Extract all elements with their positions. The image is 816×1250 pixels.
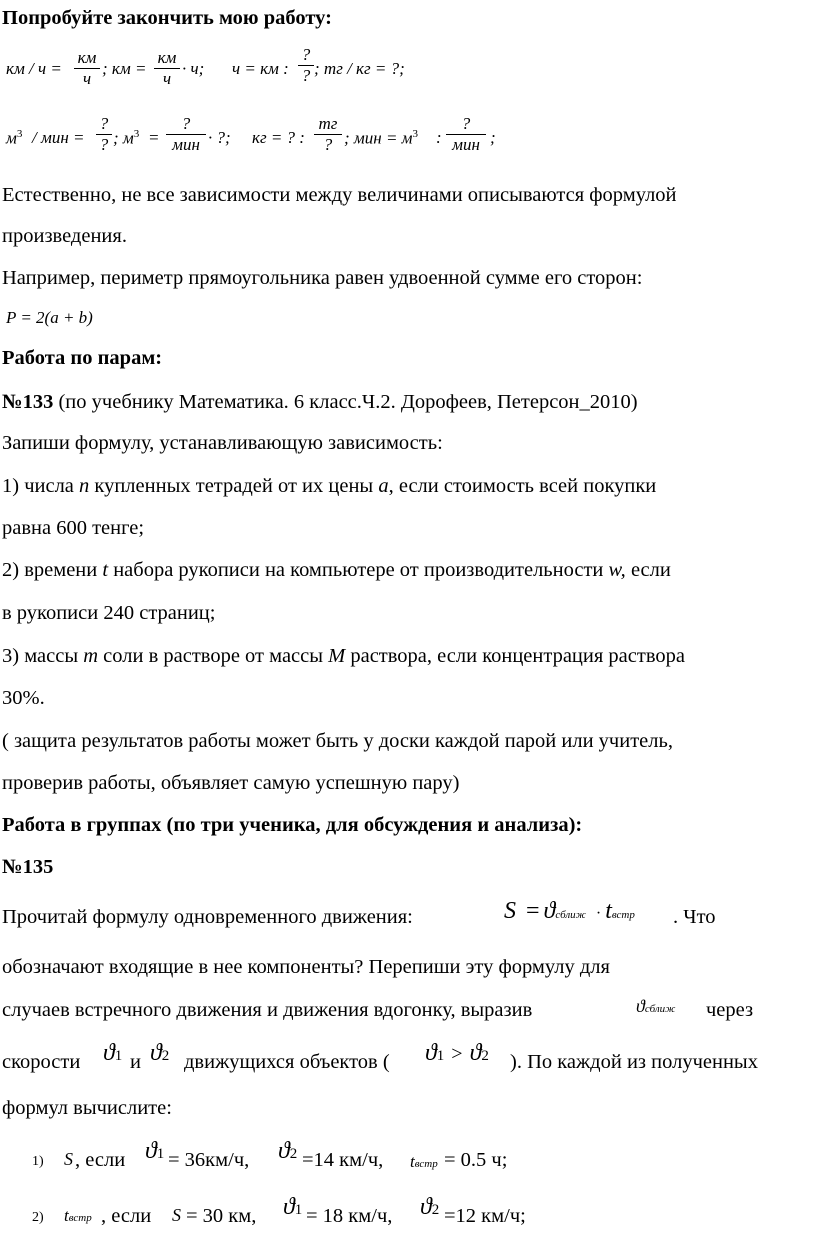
paragraph-line: произведения. (2, 225, 127, 247)
paragraph-line: 30%. (2, 687, 45, 709)
theta-approach-symbol: ϑсближ (636, 996, 676, 1016)
theta-2-symbol: ϑ2 (150, 1040, 170, 1066)
theta-1-symbol: ϑ1 (145, 1138, 165, 1164)
paragraph-line: скорости (2, 1051, 81, 1073)
paragraph-line: случаев встречного движения и движения вдогонку, выразив (2, 999, 533, 1021)
perimeter-formula: P = 2(a + b) (6, 308, 93, 327)
paragraph-line: равна 600 тенге; (2, 517, 145, 539)
task-item-1: 1) числа n купленных тетрадей от их цены a, если стоимость всей покупки (2, 475, 657, 497)
task-item-3: 3) массы m соли в растворе от массы M раствора, если концентрация раствора (2, 645, 685, 667)
fraction-km-h-2: км ч (154, 48, 180, 89)
theta-2-symbol: ϑ2 (278, 1138, 298, 1164)
fraction-q-q-2: ? ? (96, 114, 112, 155)
fraction-tg-q: тг ? (314, 114, 342, 155)
paragraph-line: в рукописи 240 страниц; (2, 602, 216, 624)
theta-2-symbol: ϑ2 (420, 1194, 440, 1220)
theta-1-symbol: ϑ1 (283, 1194, 303, 1220)
paragraph-line: . Что (673, 906, 716, 928)
fraction-q-q-1: ? ? (298, 45, 314, 86)
paragraph-line: ( защита результатов работы может быть у доски каждой парой или учитель, (2, 730, 673, 752)
paragraph-line: Например, периметр прямоугольника равен удвоенной сумме его сторон: (2, 267, 643, 289)
paragraph-line: через (706, 999, 754, 1021)
task-item-2: 2) времени t набора рукописи на компьютере от производительности w, если (2, 559, 671, 581)
heading-pair-work: Работа по парам: (2, 347, 163, 369)
paragraph-line: проверив работы, объявляет самую успешную пару) (2, 772, 460, 794)
theta-1-symbol: ϑ1 (103, 1040, 123, 1066)
fraction-km-h: км ч (74, 48, 100, 89)
motion-formula: S = ϑсближ · tвстр (504, 898, 635, 924)
paragraph-line: обозначают входящие в нее компоненты? Перепиши эту формулу для (2, 956, 610, 978)
fraction-q-min-1: ? мин (166, 114, 206, 155)
task-133-title: №133 (по учебнику Математика. 6 класс.Ч.2. Дорофеев, Петерсон_2010) (2, 391, 638, 413)
paragraph-line: Естественно, не все зависимости между величинами описываются формулой (2, 184, 677, 206)
fraction-q-min-2: ? мин (446, 114, 486, 155)
task-133-intro: Запиши формулу, устанавливающую зависимость: (2, 432, 443, 454)
paragraph-line: формул вычислите: (2, 1097, 172, 1119)
theta-comparison: ϑ1 > ϑ2 (425, 1040, 489, 1066)
heading-group-work: Работа в группах (по три ученика, для обсуждения и анализа): (2, 814, 583, 836)
paragraph-line: Прочитай формулу одновременного движения: (2, 906, 413, 928)
task-135-title: №135 (2, 856, 54, 878)
heading-try-finish: Попробуйте закончить мою работу: (2, 7, 332, 29)
